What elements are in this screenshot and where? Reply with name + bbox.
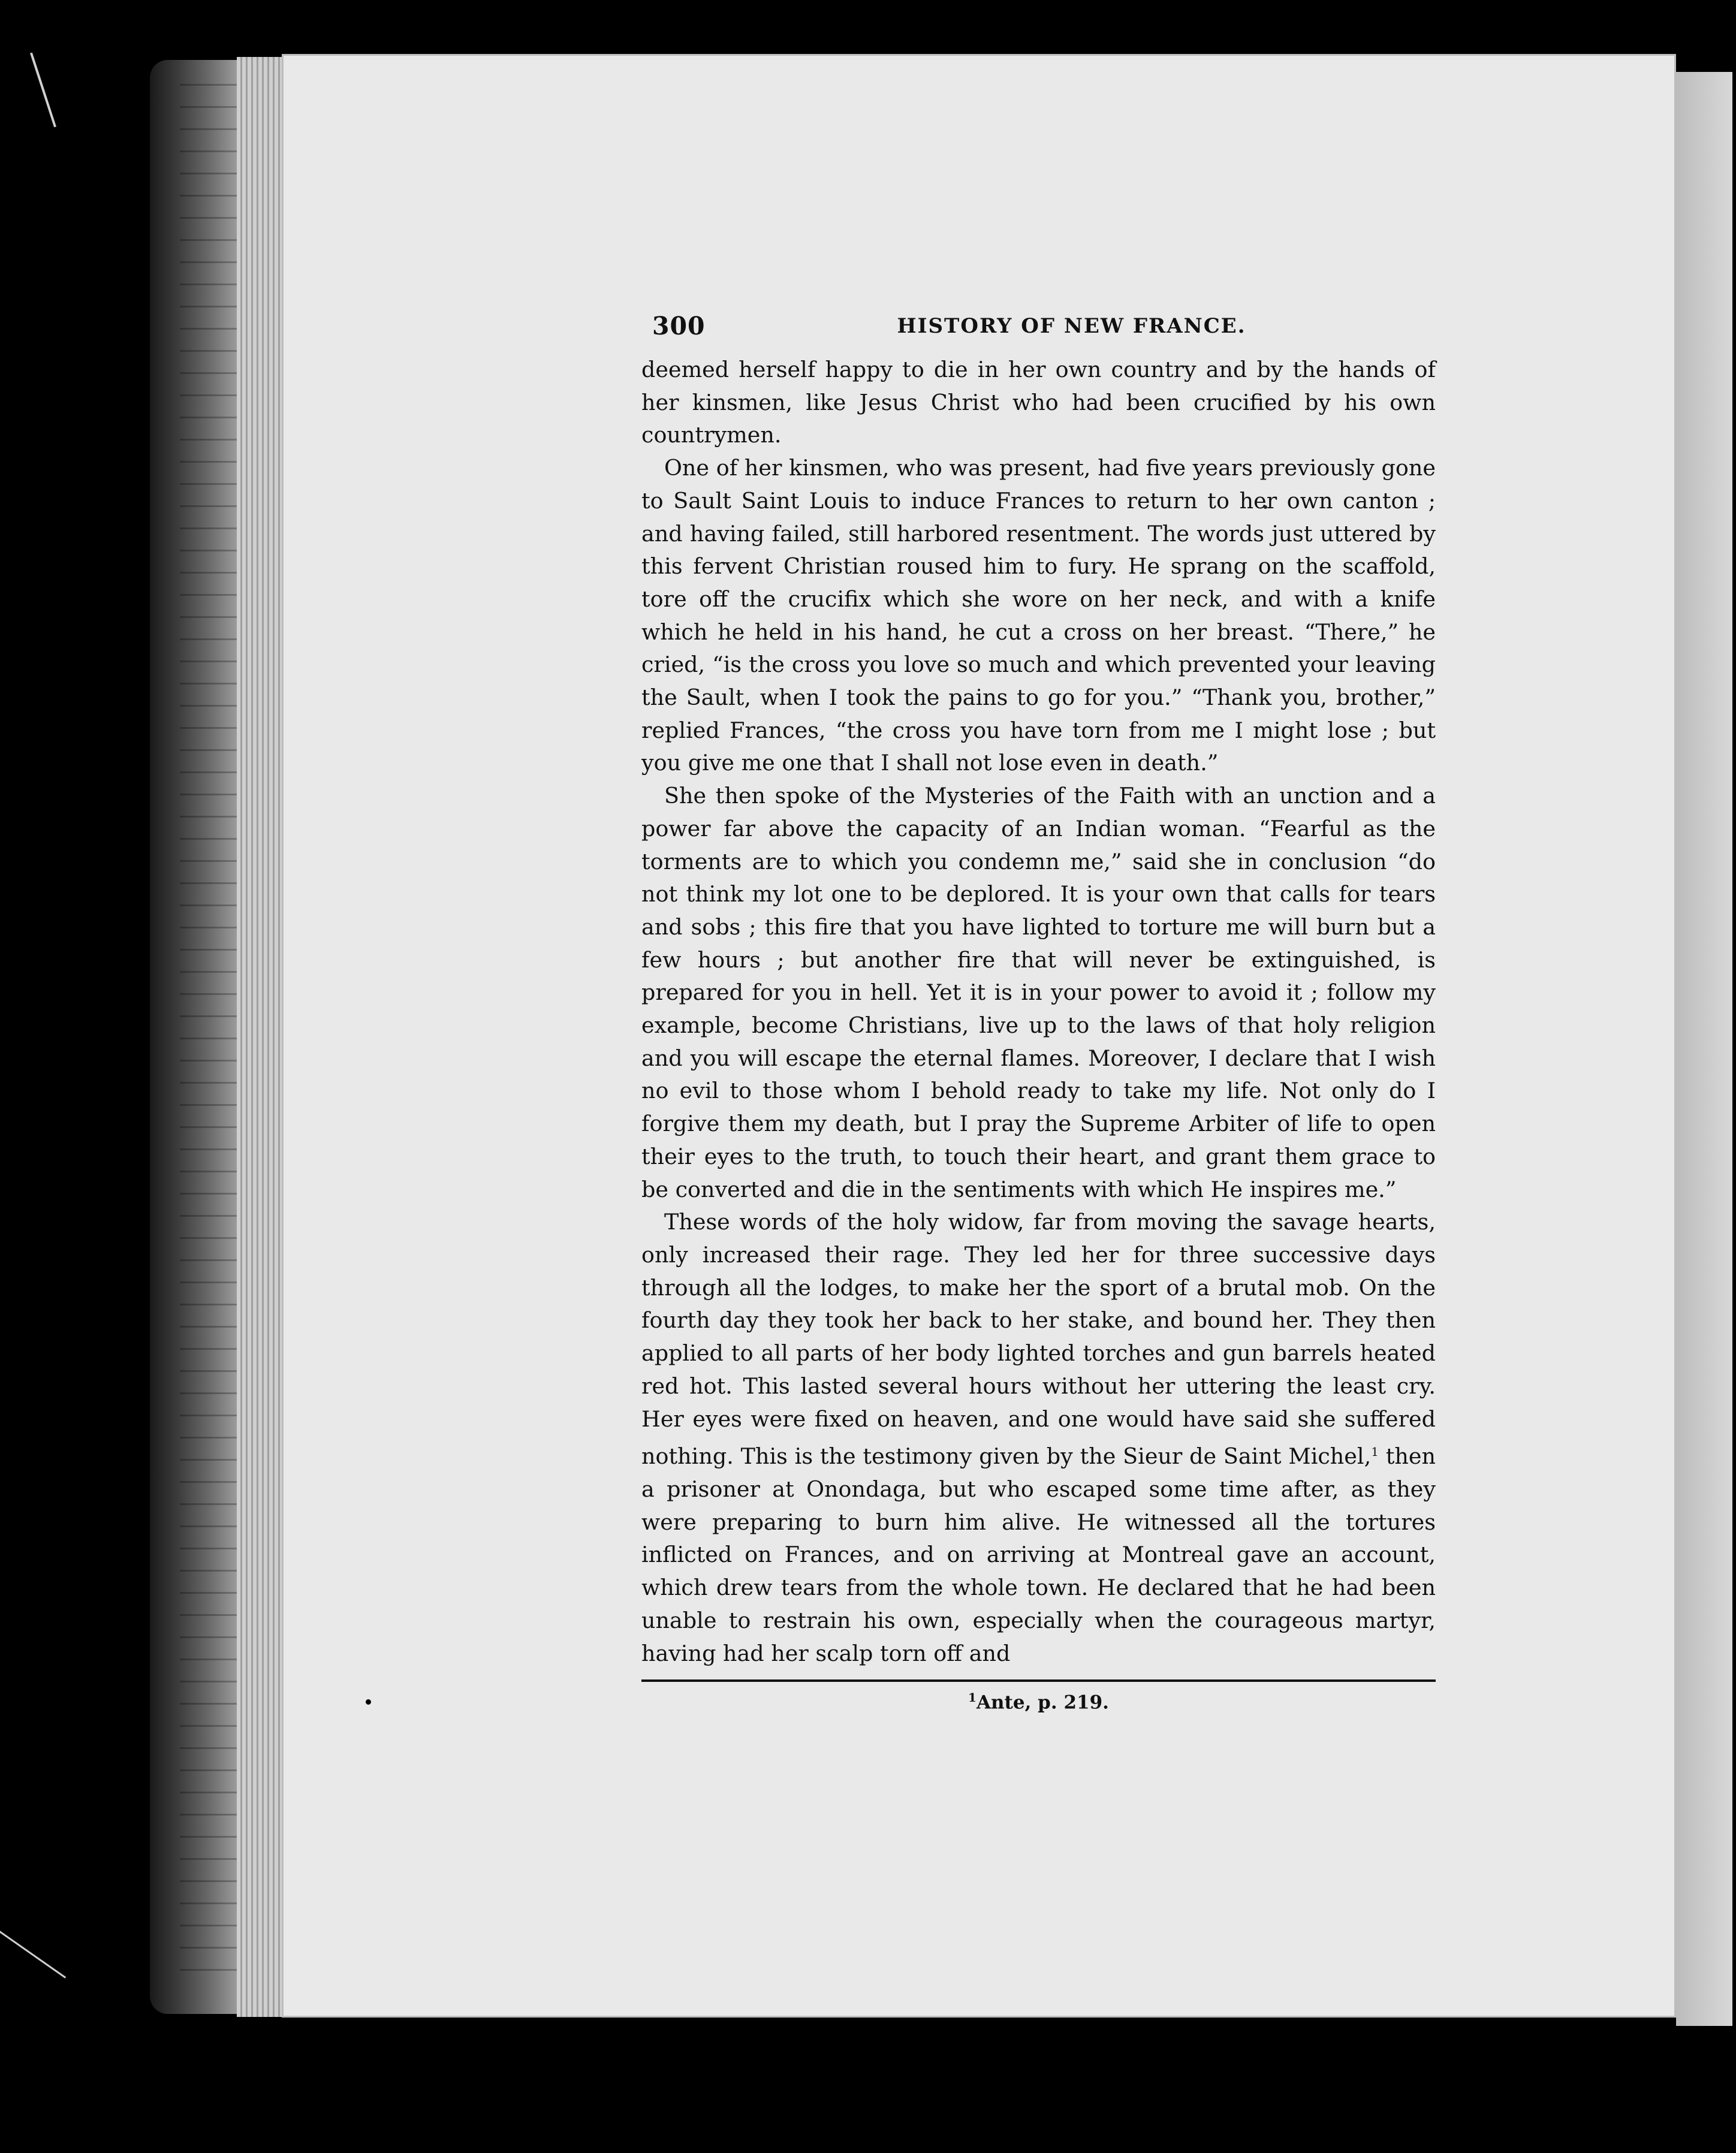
footnote-text: Ante, p. 219. [976,1691,1109,1714]
footnote-marker: 1 [968,1690,976,1705]
running-title: HISTORY OF NEW FRANCE. [897,314,1246,338]
text-block [641,312,1436,1714]
paragraph-continued: deemed herself happy to die in her own country and by the hands of her kinsmen, like Jesus Christ who had been crucified by his own countrymen. [641,357,1436,448]
footnote-reference: 1 [1371,1445,1379,1460]
paragraph: She then spoke of the Mysteries of the Faith with an unction and a power far above the capacity of an Indian woman. “Fearful as the torments are to which you condemn me,” said she in conclusion “do not think my lot one to be deplored. It is your own that calls for tears and sobs ; this fire that you have lighted to torture me will burn but a few hours ; but another fire that will never be extinguished, is prepared for you in hell. Yet it is in your power to avoid it ; follow my example, become Christians, live up to the laws of that holy religion and you will escape the eternal flames. Moreover, I declare that I wish no evil to those whom I behold ready to take my life. Not only do I forgive them my death, but I pray the Supreme Arbiter of life to open their eyes to the truth, to touch their heart, and grant them grace to be converted and die in the sentiments with which He inspires me.” [641,783,1436,1202]
facing-page-edge [1666,72,1732,2026]
scratch-mark [0,1911,66,1978]
paragraph-text-continued: then a prisoner at Onondaga, but who escaped some time after, as they were preparing to burn him alive. He witnessed all the tortures inflicted on Frances, and on arriving at Montreal gave an account, which drew tears from the whole town. He declared that he had been unable to restrain his own, especially when the courageous martyr, having had her scalp torn off and [641,1443,1436,1666]
binding-texture [180,84,246,1990]
footnote [641,1690,1436,1713]
page-number: 300 [652,312,706,340]
paragraph: One of her kinsmen, who was present, had five years previously gone to Sault Saint Louis to induce Frances to return to her own canton ; and having failed, still harbored resentment. The words just uttered by this fervent Christian roused him to fury. He sprang on the scaffold, tore off the crucifix which she wore on her neck, and with a knife which he held in his hand, he cut a cross on her breast. “There,” he cried, “is the cross you love so much and which prevented your leaving the Sault, when I took the pains to go for you.” “Thank you, brother,” replied Frances, “the cross you have torn from me I might lose ; but you give me one that I shall not lose even in death.” [641,455,1436,776]
footnote-rule [641,1679,1436,1682]
paragraph-text: These words of the holy widow, far from moving the savage hearts, only increased their rage. They led her for three successive days through all the lodges, to make her the sport of a brutal mob. On the fourth day they took her back to her stake, and bound her. They then applied to all parts of her body lighted torches and gun barrels heated red hot. This lasted several hours without her uttering the least cry. Her eyes were fixed on heaven, and one would have said she suffered nothing. This is the testimony given by the Sieur de Saint Michel, [641,1209,1436,1470]
dust-speck [366,1699,371,1705]
paragraph [641,1206,1436,1670]
scratch-mark [30,53,56,128]
running-head [641,312,1436,354]
